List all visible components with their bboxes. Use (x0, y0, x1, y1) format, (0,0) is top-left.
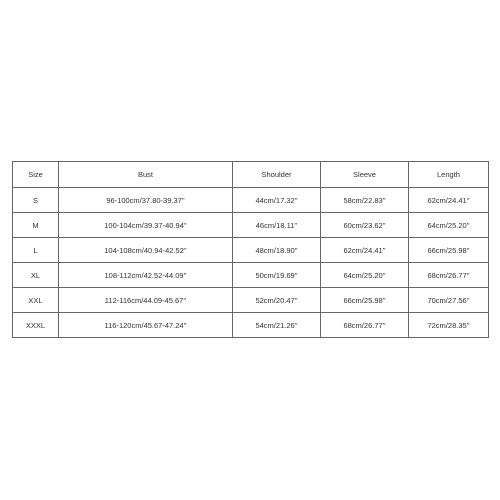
cell-size: L (13, 238, 59, 263)
cell-bust: 104-108cm/40.94-42.52'' (59, 238, 233, 263)
cell-sleeve: 60cm/23.62'' (321, 213, 409, 238)
cell-length: 72cm/28.35'' (409, 313, 489, 338)
cell-length: 64cm/25.20'' (409, 213, 489, 238)
cell-bust: 116-120cm/45.67-47.24'' (59, 313, 233, 338)
cell-shoulder: 50cm/19.69'' (233, 263, 321, 288)
cell-shoulder: 54cm/21.26'' (233, 313, 321, 338)
table-row (13, 288, 489, 313)
cell-bust: 100-104cm/39.37-40.94'' (59, 213, 233, 238)
cell-length: 66cm/25.98'' (409, 238, 489, 263)
table-row (13, 238, 489, 263)
cell-size: XL (13, 263, 59, 288)
cell-size: M (13, 213, 59, 238)
header-sleeve: Sleeve (321, 162, 409, 188)
cell-bust: 112-116cm/44.09-45.67'' (59, 288, 233, 313)
header-row (13, 162, 489, 188)
header-bust: Bust (59, 162, 233, 188)
cell-shoulder: 46cm/18.11'' (233, 213, 321, 238)
cell-shoulder: 52cm/20.47'' (233, 288, 321, 313)
cell-sleeve: 66cm/25.98'' (321, 288, 409, 313)
cell-length: 68cm/26.77'' (409, 263, 489, 288)
header-shoulder: Shoulder (233, 162, 321, 188)
table-row (13, 313, 489, 338)
cell-bust: 108-112cm/42.52-44.09'' (59, 263, 233, 288)
cell-length: 70cm/27.56'' (409, 288, 489, 313)
cell-sleeve: 58cm/22.83'' (321, 188, 409, 213)
cell-shoulder: 48cm/18.90'' (233, 238, 321, 263)
table-row (13, 263, 489, 288)
cell-sleeve: 62cm/24.41'' (321, 238, 409, 263)
cell-size: S (13, 188, 59, 213)
table-row (13, 213, 489, 238)
cell-sleeve: 64cm/25.20'' (321, 263, 409, 288)
header-length: Length (409, 162, 489, 188)
table-row (13, 188, 489, 213)
cell-bust: 96-100cm/37.80-39.37'' (59, 188, 233, 213)
size-chart-table (12, 161, 489, 338)
cell-sleeve: 68cm/26.77'' (321, 313, 409, 338)
cell-shoulder: 44cm/17.32'' (233, 188, 321, 213)
cell-size: XXXL (13, 313, 59, 338)
cell-size: XXL (13, 288, 59, 313)
cell-length: 62cm/24.41'' (409, 188, 489, 213)
header-size: Size (13, 162, 59, 188)
